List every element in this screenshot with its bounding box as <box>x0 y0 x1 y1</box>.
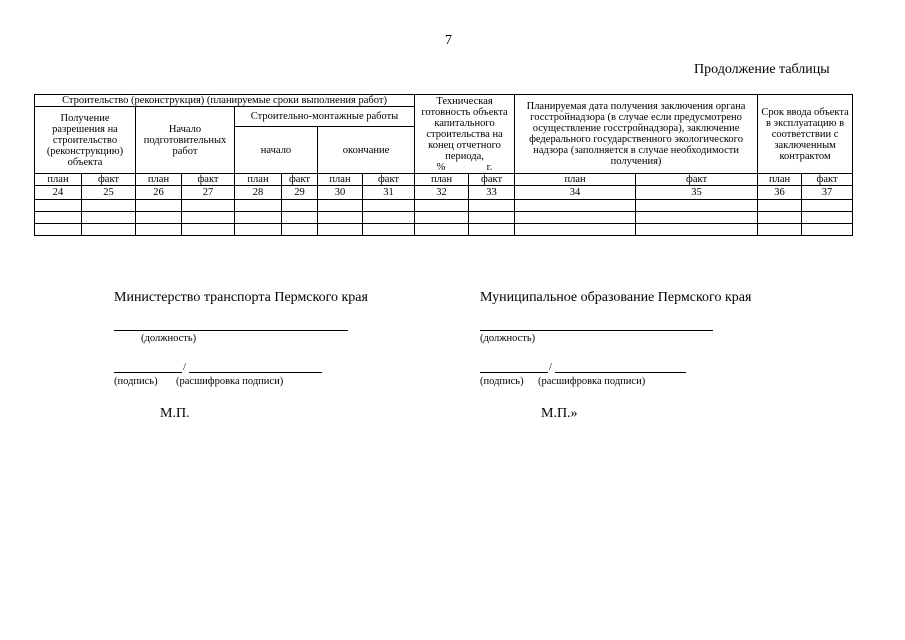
left-position-caption: (должность) <box>141 333 197 344</box>
left-decoding-line <box>189 372 322 373</box>
left-stamp-place: М.П. <box>160 406 190 421</box>
column-number: 37 <box>802 186 853 200</box>
fact-label: факт <box>469 174 515 186</box>
right-position-caption: (должность) <box>480 333 536 344</box>
header-end: окончание <box>318 127 415 174</box>
column-number: 32 <box>415 186 469 200</box>
right-signature-line <box>480 372 548 373</box>
plan-label: план <box>136 174 182 186</box>
fact-label: факт <box>182 174 235 186</box>
table-row <box>35 212 853 224</box>
header-expert-opinion: Планируемая дата получения заключения органа госстройнадзора (в случае если предусмотрено осуществление госстройнадзора), заключение федерального государственного экологического надзора (заполняется в случае необходимости получения) <box>515 95 758 174</box>
readiness-label: Техническая готовность объекта капитального строительства на конец отчетного периода, <box>421 95 508 162</box>
column-number: 30 <box>318 186 363 200</box>
table-row <box>35 224 853 236</box>
fact-label: факт <box>363 174 415 186</box>
right-signature-caption: (подпись) <box>480 376 524 387</box>
header-construction-works: Строительно-монтажные работы <box>235 107 415 127</box>
right-slash: / <box>549 362 552 373</box>
plan-label: план <box>758 174 802 186</box>
fact-label: факт <box>802 174 853 186</box>
fact-label: факт <box>636 174 758 186</box>
header-prep-works: Начало подготовительных работ <box>136 107 235 174</box>
column-number: 36 <box>758 186 802 200</box>
left-signature-line <box>114 372 182 373</box>
column-number: 28 <box>235 186 282 200</box>
column-number: 34 <box>515 186 636 200</box>
column-number: 25 <box>82 186 136 200</box>
header-construction-group: Строительство (реконструкция) (планируемые сроки выполнения работ) <box>35 95 415 107</box>
header-commissioning: Срок ввода объекта в эксплуатацию в соответствии с заключенным контрактом <box>758 95 853 174</box>
plan-label: план <box>415 174 469 186</box>
left-slash: / <box>183 362 186 373</box>
left-signature-caption: (подпись) <box>114 376 158 387</box>
column-number: 26 <box>136 186 182 200</box>
header-readiness <box>415 95 515 174</box>
column-number: 33 <box>469 186 515 200</box>
readiness-percent-label: % <box>436 161 446 173</box>
header-permit: Получение разрешения на строительство (реконструкцию) объекта <box>35 107 136 174</box>
continuation-label: Продолжение таблицы <box>694 62 830 77</box>
fact-label: факт <box>82 174 136 186</box>
right-decoding-line <box>555 372 686 373</box>
column-number: 27 <box>182 186 235 200</box>
right-organization: Муниципальное образование Пермского края <box>480 290 752 305</box>
plan-label: план <box>318 174 363 186</box>
column-number: 24 <box>35 186 82 200</box>
plan-label: план <box>35 174 82 186</box>
fact-label: факт <box>282 174 318 186</box>
right-stamp-place: М.П.» <box>541 406 578 421</box>
page-number: 7 <box>445 33 452 48</box>
column-number: 35 <box>636 186 758 200</box>
column-number: 29 <box>282 186 318 200</box>
right-position-line <box>480 330 713 331</box>
left-position-line <box>114 330 348 331</box>
column-number: 31 <box>363 186 415 200</box>
header-start: начало <box>235 127 318 174</box>
report-table <box>34 94 853 236</box>
right-decoding-caption: (расшифровка подписи) <box>538 376 646 387</box>
plan-label: план <box>515 174 636 186</box>
table-row <box>35 200 853 212</box>
readiness-year-label: г. <box>486 161 493 173</box>
left-decoding-caption: (расшифровка подписи) <box>176 376 284 387</box>
left-organization: Министерство транспорта Пермского края <box>114 290 368 305</box>
plan-label: план <box>235 174 282 186</box>
